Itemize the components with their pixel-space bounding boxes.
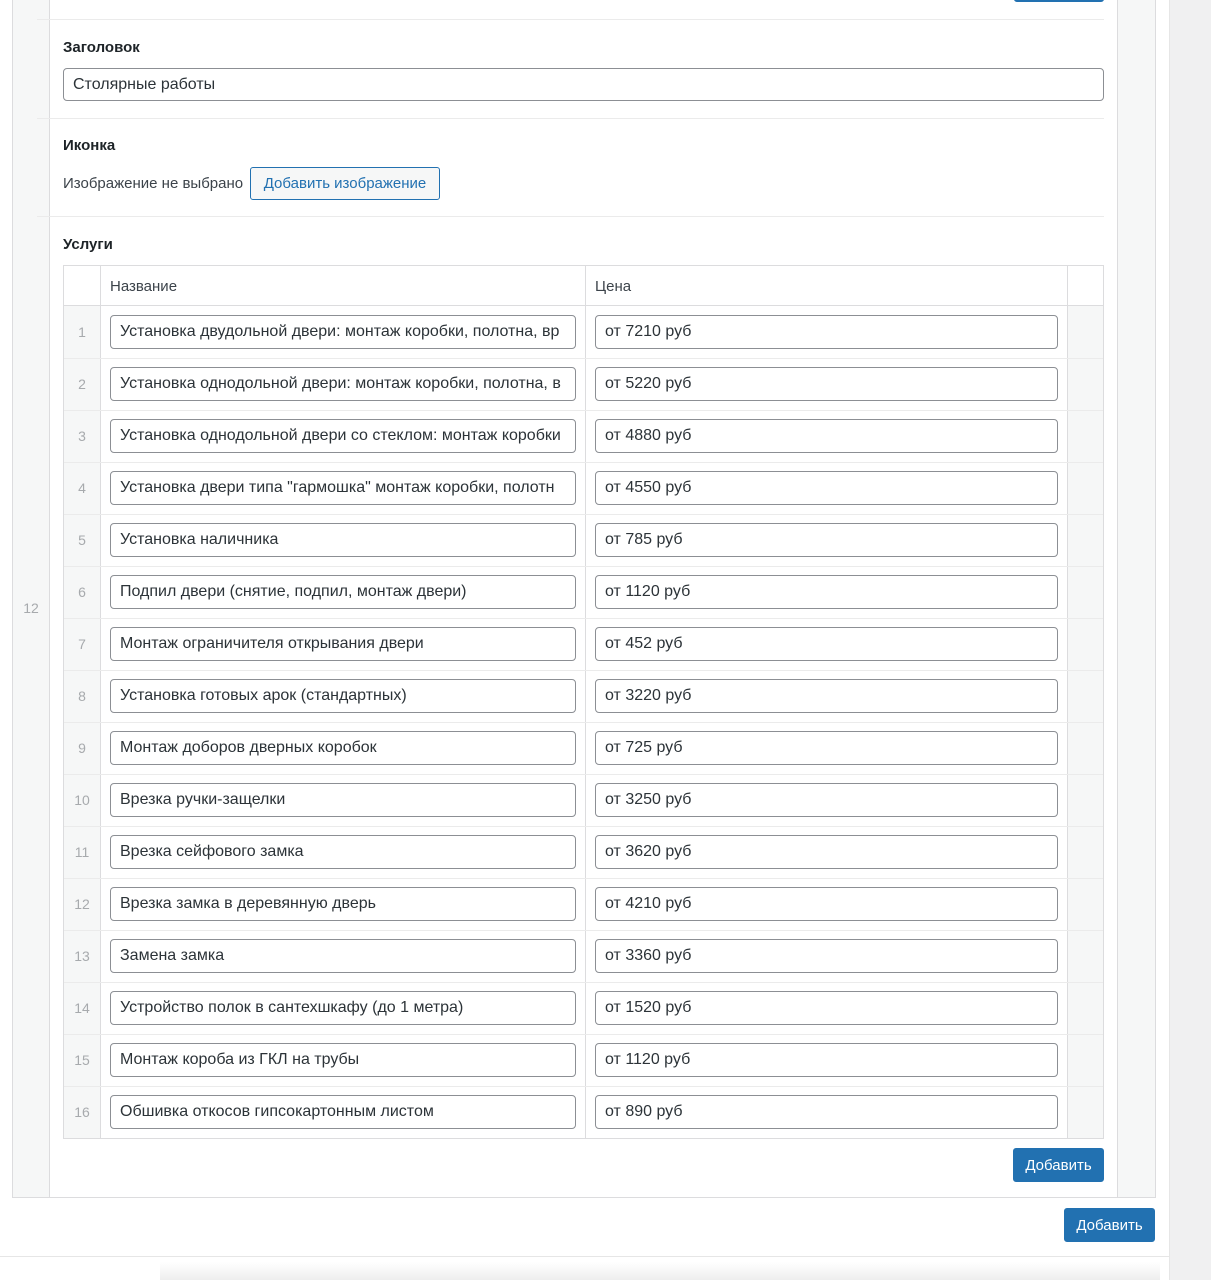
row-drag-handle[interactable]: 15 (74, 1052, 90, 1068)
row-drag-handle[interactable]: 10 (74, 792, 90, 808)
row-drag-handle[interactable]: 2 (78, 376, 86, 392)
table-row (64, 566, 1103, 619)
table-row (64, 462, 1103, 515)
row-drag-handle[interactable]: 12 (74, 896, 90, 912)
table-row (64, 982, 1103, 1035)
service-price-input[interactable] (595, 679, 1058, 713)
field-divider (37, 19, 1104, 20)
service-price-input[interactable] (595, 731, 1058, 765)
header-price: Цена (595, 278, 632, 295)
row-drag-handle[interactable]: 7 (78, 636, 86, 652)
admin-sidebar-strip (1169, 0, 1211, 1280)
no-image-text: Изображение не выбрано (63, 175, 244, 192)
service-name-input[interactable] (110, 679, 576, 713)
row-drag-handle[interactable]: 9 (78, 740, 86, 756)
service-name-input[interactable] (110, 835, 576, 869)
service-name-input[interactable] (110, 523, 576, 557)
service-name-input[interactable] (110, 939, 576, 973)
table-row (64, 618, 1103, 671)
title-input[interactable] (63, 68, 1104, 101)
table-row (64, 826, 1103, 879)
service-price-input[interactable] (595, 887, 1058, 921)
table-row (64, 514, 1103, 567)
service-price-input[interactable] (595, 575, 1058, 609)
row-drag-handle[interactable]: 11 (74, 844, 90, 860)
service-name-input[interactable] (110, 419, 576, 453)
table-row (64, 1086, 1103, 1138)
service-name-input[interactable] (110, 315, 576, 349)
previous-add-button-edge[interactable] (1014, 0, 1104, 2)
table-row (64, 1034, 1103, 1087)
table-row (64, 878, 1103, 931)
block-remove-column (1117, 0, 1155, 1197)
table-row (64, 722, 1103, 775)
service-name-input[interactable] (110, 367, 576, 401)
add-block-button[interactable]: Добавить (1064, 1208, 1155, 1242)
services-label: Услуги (63, 236, 113, 253)
service-price-input[interactable] (595, 367, 1058, 401)
footer-divider (0, 1256, 1169, 1257)
service-name-input[interactable] (110, 627, 576, 661)
field-divider (37, 118, 1104, 119)
services-table (63, 265, 1104, 1139)
service-price-input[interactable] (595, 1095, 1058, 1129)
service-price-input[interactable] (595, 419, 1058, 453)
service-price-input[interactable] (595, 523, 1058, 557)
service-price-input[interactable] (595, 1043, 1058, 1077)
row-drag-handle[interactable]: 8 (78, 688, 86, 704)
service-price-input[interactable] (595, 835, 1058, 869)
title-label: Заголовок (63, 39, 140, 56)
icon-label: Иконка (63, 137, 116, 154)
table-row (64, 670, 1103, 723)
field-divider (37, 216, 1104, 217)
header-name: Название (110, 278, 178, 295)
row-drag-handle[interactable]: 1 (78, 324, 86, 340)
row-drag-handle[interactable]: 14 (74, 1000, 90, 1016)
row-drag-handle[interactable]: 4 (78, 480, 86, 496)
block-drag-handle[interactable] (13, 0, 50, 1197)
block-number: 12 (23, 600, 39, 616)
service-price-input[interactable] (595, 939, 1058, 973)
table-row (64, 774, 1103, 827)
add-service-button[interactable]: Добавить (1013, 1148, 1104, 1182)
table-row (64, 306, 1103, 359)
row-drag-handle[interactable]: 6 (78, 584, 86, 600)
footer-shadow (160, 1262, 1160, 1280)
table-header (64, 266, 1103, 306)
service-name-input[interactable] (110, 731, 576, 765)
row-drag-handle[interactable]: 5 (78, 532, 86, 548)
service-price-input[interactable] (595, 471, 1058, 505)
service-name-input[interactable] (110, 471, 576, 505)
service-name-input[interactable] (110, 1043, 576, 1077)
service-price-input[interactable] (595, 627, 1058, 661)
row-drag-handle[interactable]: 13 (74, 948, 90, 964)
add-image-button[interactable]: Добавить изображение (250, 167, 440, 200)
table-row (64, 930, 1103, 983)
service-price-input[interactable] (595, 315, 1058, 349)
service-name-input[interactable] (110, 887, 576, 921)
service-price-input[interactable] (595, 783, 1058, 817)
service-price-input[interactable] (595, 991, 1058, 1025)
table-row (64, 410, 1103, 463)
table-row (64, 358, 1103, 411)
service-name-input[interactable] (110, 575, 576, 609)
service-name-input[interactable] (110, 783, 576, 817)
service-name-input[interactable] (110, 1095, 576, 1129)
service-name-input[interactable] (110, 991, 576, 1025)
row-drag-handle[interactable]: 16 (74, 1104, 90, 1120)
row-drag-handle[interactable]: 3 (78, 428, 86, 444)
